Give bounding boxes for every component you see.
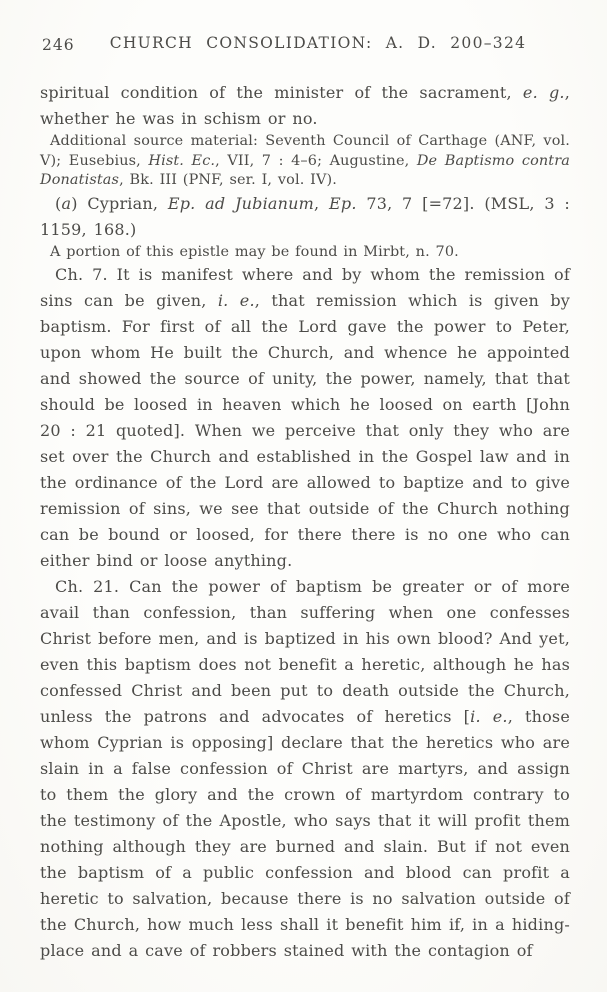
italic-text-run: a xyxy=(61,193,72,213)
italic-text-run: i. e. xyxy=(470,707,508,726)
text-run: ( xyxy=(55,193,62,213)
mirbt-note: A portion of this epistle may be found in Mirbt, n. 70. xyxy=(50,243,459,260)
text-run: , VII, 7 : 4–6; Augustine, xyxy=(215,152,417,169)
text-run: Ch. 21. Can the power of baptism be greater or of more avail than confession, than suffering when one confesses Christ before men, and is baptized in his own blood? And yet, even this baptism does not benefit a heretic, although he has confessed Christ and been put to death outside the Church, unless the patrons and advocates of heretics [ xyxy=(40,577,570,726)
italic-text-run: Ep. xyxy=(329,193,357,213)
source-note xyxy=(40,132,570,191)
paragraph-ch7 xyxy=(40,262,570,574)
text-run: , those whom Cyprian is opposing] declare that the heretics who are slain in a false confession of Christ are martyrs, and assign to them the glory and the crown of martyrdom contrary to the testimony of the Apostle, who says that it will profit them nothing although they are burned and slain. But if not even the baptism of a public confession and blood can profit a heretic to salvation, because there is no salvation outside of the Church, how much less shall it benefit him if, in a hiding-place and a cave of robbers stained with the contagion of xyxy=(40,707,571,960)
italic-text-run: e. g. xyxy=(522,83,565,102)
paragraph-continuation xyxy=(40,80,570,132)
italic-text-run: Ep. ad Jubianum xyxy=(167,193,315,213)
text-run: , that remission which is given by baptism. For first of all the Lord gave the power to Peter, upon whom He built the Church, and whence he appointed and showed the source of unity, the power, namely, that that should be loosed in heaven which he loosed on earth [John 20 : 21 quoted]. When we perceive that only they who are set over the Church and established in the Gospel law and in the ordinance of the Lord are allowed to baptize and to give remission of sins, we see that outside of the Church nothing can be bound or loosed, for there there is no one who can either bind or loose anything. xyxy=(40,291,571,570)
italic-text-run: De Baptismo contra Donatistas xyxy=(40,152,570,188)
text-run: , xyxy=(314,193,330,213)
text-run: Additional source material: Seventh Council of Carthage (ANF, vol. V); Eusebius, xyxy=(40,133,570,169)
page-number: 246 xyxy=(42,36,75,54)
citation-heading xyxy=(40,191,570,243)
text-run: , whether he was in schism or no. xyxy=(40,83,570,128)
text-run: 73, 7 [=72]. (MSL, 3 : 1159, 168.) xyxy=(40,193,570,239)
paragraph-ch21 xyxy=(40,574,570,964)
page-header xyxy=(40,34,570,56)
italic-text-run: i. e. xyxy=(217,291,255,310)
text-run: spiritual condition of the minister of the sacrament, xyxy=(40,83,523,102)
italic-text-run: Hist. Ec. xyxy=(148,152,216,169)
text-run: , Bk. III (PNF, ser. I, vol. IV). xyxy=(119,172,338,188)
text-run: Ch. 7. It is manifest where and by whom the remission of sins can be given, xyxy=(40,265,570,310)
running-title: CHURCH CONSOLIDATION: A. D. 200–324 xyxy=(109,34,527,52)
text-run: ) Cyprian, xyxy=(71,193,168,213)
